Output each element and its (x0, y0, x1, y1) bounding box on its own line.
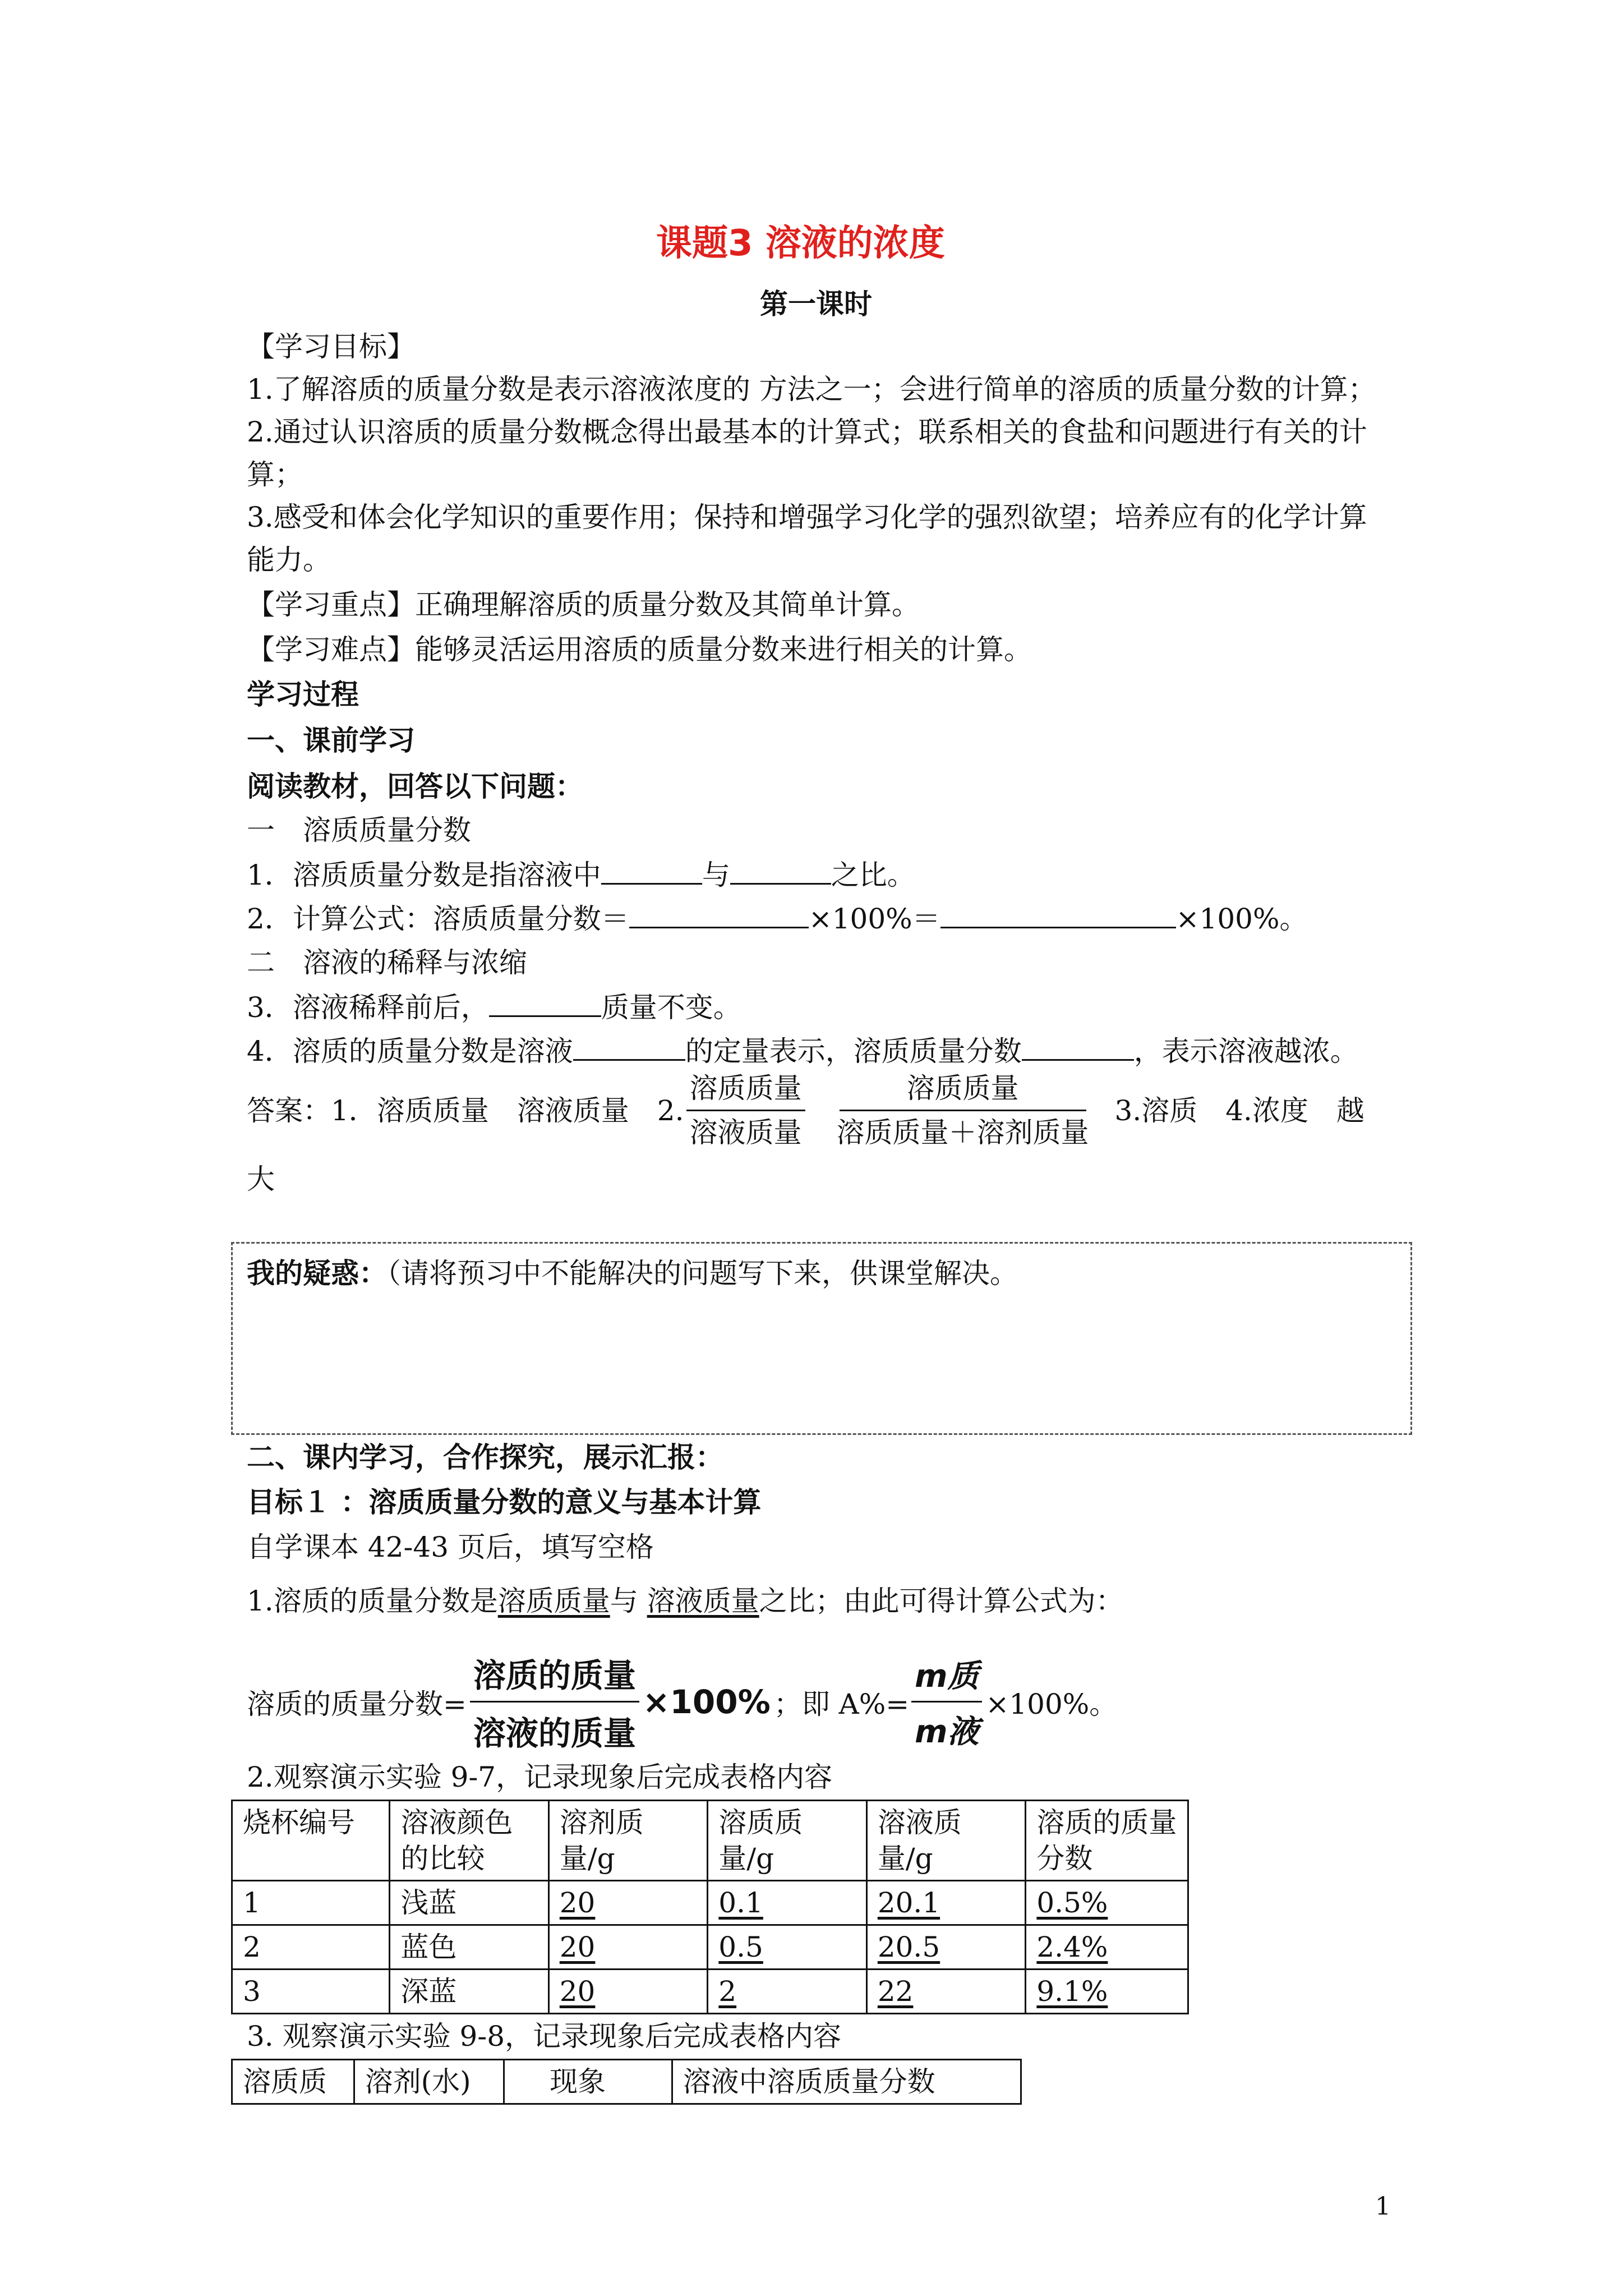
table-cell: 深蓝 (390, 1970, 548, 2014)
q2-text-b: ×100%＝ (808, 903, 940, 935)
table-cell: 2 (708, 1970, 867, 2014)
doubt-label: 我的疑惑： (247, 1257, 387, 1290)
formula-tail: ×100%。 (985, 1687, 1118, 1720)
def-text-c: 之比；由此可得计算公式为： (759, 1585, 1124, 1617)
table-row (232, 1925, 1188, 1970)
formula-times: ×100% (642, 1682, 771, 1721)
page-number: 1 (1375, 2192, 1391, 2221)
experiment-1-table (231, 1800, 1189, 2014)
goal-1-heading: 目标１ ：溶质质量分数的意义与基本计算 (247, 1486, 762, 1519)
read-prompt: 阅读教材，回答以下问题： (247, 770, 583, 803)
fraction-1-numerator: 溶质质量 (686, 1071, 805, 1111)
table-cell: 0.5 (708, 1925, 867, 1970)
table-header-cell: 现象 (504, 2060, 672, 2104)
table-cell: 22 (866, 1970, 1026, 2014)
formula-fraction-2 (911, 1651, 982, 1752)
q2-text-c: ×100%。 (1175, 903, 1308, 935)
self-study-instruction: 自学课本 42-43 页后，填写空格 (247, 1531, 654, 1563)
table-cell: 浅蓝 (390, 1881, 548, 1925)
q3-text-b: 质量不变。 (601, 991, 741, 1024)
q3-blank[interactable] (489, 990, 601, 1017)
def-text-a: 1.溶质的质量分数是 (247, 1585, 498, 1617)
table-cell: 2.4% (1026, 1925, 1188, 1970)
experiment-2-table (231, 2059, 1022, 2105)
q2-blank-1[interactable] (629, 901, 809, 928)
formula-fraction (470, 1649, 639, 1754)
table-header-cell: 溶液质量/g (866, 1801, 1026, 1881)
q2-text-a: 2．计算公式：溶质质量分数＝ (247, 903, 629, 935)
objective-2a: 2.通过认识溶质的质量分数概念得出最基本的计算式；联系相关的食盐和问题进行有关的计 (247, 416, 1367, 448)
table-cell: 3 (232, 1970, 390, 2014)
table-header-cell: 溶质质 (232, 2060, 354, 2104)
key-point: 【学习重点】正确理解溶质的质量分数及其简单计算。 (247, 588, 920, 621)
q3-text-a: 3．溶液稀释前后， (247, 991, 489, 1024)
q1-blank-1[interactable] (601, 857, 702, 885)
section-2-heading: 二、课内学习，合作探究，展示汇报： (247, 1441, 723, 1474)
table-cell: 20 (548, 1970, 708, 2014)
table-header-cell: 溶质质量/g (708, 1801, 867, 1881)
formula-line (247, 1649, 1117, 1754)
definition-line (247, 1584, 1124, 1618)
difficulty: 【学习难点】能够灵活运用溶质的质量分数来进行相关的计算。 (247, 633, 1032, 666)
fraction-2-numerator: 溶质质量 (840, 1071, 1086, 1111)
table-cell: 20.1 (866, 1881, 1026, 1925)
objective-2b: 算； (247, 458, 303, 491)
table-row (232, 1881, 1188, 1925)
page-title: 课题3 溶液的浓度 (656, 223, 945, 264)
experiment-1-instruction: 2.观察演示实验 9-7，记录现象后完成表格内容 (247, 1761, 833, 1793)
q4-text-c: ，表示溶液越浓。 (1133, 1035, 1358, 1068)
q4-text-b: 的定量表示，溶质质量分数 (685, 1035, 1022, 1068)
q1-text-a: 1．溶质质量分数是指溶液中 (247, 859, 601, 891)
table-cell: 20 (548, 1925, 708, 1970)
part-2-heading: 二 溶液的稀释与浓缩 (247, 946, 527, 979)
answer-wrap: 大 (247, 1163, 275, 1195)
objective-3b: 能力。 (247, 544, 331, 576)
answer-fraction-1 (686, 1071, 805, 1149)
objective-1: 1.了解溶质的质量分数是表示溶液浓度的 方法之一；会进行简单的溶质的质量分数的计算； (247, 373, 1376, 406)
answer-prefix: 答案：1．溶质质量 溶液质量 2. (247, 1094, 684, 1127)
doubt-text: （请将预习中不能解决的问题写下来，供课堂解决。 (387, 1257, 1018, 1290)
doubt-prompt (247, 1257, 1018, 1290)
def-text-b: 与 (610, 1585, 647, 1617)
fraction-2-denominator: 溶质质量＋溶剂质量 (836, 1116, 1089, 1149)
q1-text-c: 之比。 (831, 859, 915, 891)
table-header-cell: 溶液颜色的比较 (390, 1801, 548, 1881)
question-3 (247, 990, 741, 1024)
part-1-heading: 一 溶质质量分数 (247, 814, 471, 846)
table-header-cell: 溶液中溶质质量分数 (672, 2060, 1021, 2104)
formula-2-denominator: m液 (915, 1714, 979, 1750)
table-header-cell: 溶质的质量分数 (1026, 1801, 1188, 1881)
table-header-row (232, 1801, 1188, 1881)
lesson-subtitle: 第一课时 (760, 288, 872, 320)
table-cell: 9.1% (1026, 1970, 1188, 2014)
formula-2-numerator: m质 (911, 1651, 982, 1703)
process-heading: 学习过程 (247, 678, 359, 711)
q2-blank-2[interactable] (940, 901, 1176, 928)
answer-suffix: 3.溶质 4.浓度 越 (1114, 1094, 1364, 1127)
q4-text-a: 4．溶质的质量分数是溶液 (247, 1035, 573, 1068)
table-header-row (232, 2060, 1021, 2104)
table-header-cell: 溶剂质量/g (548, 1801, 708, 1881)
def-underline-1: 溶质质量 (497, 1585, 610, 1617)
table-row (232, 1970, 1188, 2014)
formula-sep: ；即 A%= (773, 1687, 910, 1720)
def-underline-2: 溶液质量 (647, 1585, 759, 1617)
answer-fraction-2 (833, 1071, 1092, 1149)
table-cell: 20.5 (866, 1925, 1026, 1970)
formula-left: 溶质的质量分数= (247, 1687, 467, 1720)
table-cell: 0.5% (1026, 1881, 1188, 1925)
table-cell: 蓝色 (390, 1925, 548, 1970)
table-cell: 20 (548, 1881, 708, 1925)
q4-blank-1[interactable] (573, 1033, 685, 1061)
table-cell: 1 (232, 1881, 390, 1925)
experiment-2-instruction: 3. 观察演示实验 9-8，记录现象后完成表格内容 (247, 2020, 842, 2053)
table-header-cell: 溶剂(水) (354, 2060, 504, 2104)
table-cell: 2 (232, 1925, 390, 1970)
formula-numerator: 溶质的质量 (470, 1649, 639, 1703)
table-cell: 0.1 (708, 1881, 867, 1925)
q1-blank-2[interactable] (730, 857, 831, 885)
answer-line (247, 1071, 1364, 1149)
q4-blank-2[interactable] (1022, 1033, 1134, 1061)
formula-denominator: 溶液的质量 (473, 1714, 636, 1752)
table-header-cell: 烧杯编号 (232, 1801, 390, 1881)
q1-text-b: 与 (702, 859, 730, 891)
fraction-1-denominator: 溶液质量 (689, 1116, 802, 1149)
question-2 (247, 901, 1308, 936)
objective-3a: 3.感受和体会化学知识的重要作用；保持和增强学习化学的强烈欲望；培养应有的化学计算 (247, 501, 1367, 533)
section-1-heading: 一、课前学习 (247, 724, 415, 757)
question-1 (247, 857, 915, 892)
objectives-header: 【学习目标】 (247, 330, 415, 363)
question-4 (247, 1033, 1358, 1068)
